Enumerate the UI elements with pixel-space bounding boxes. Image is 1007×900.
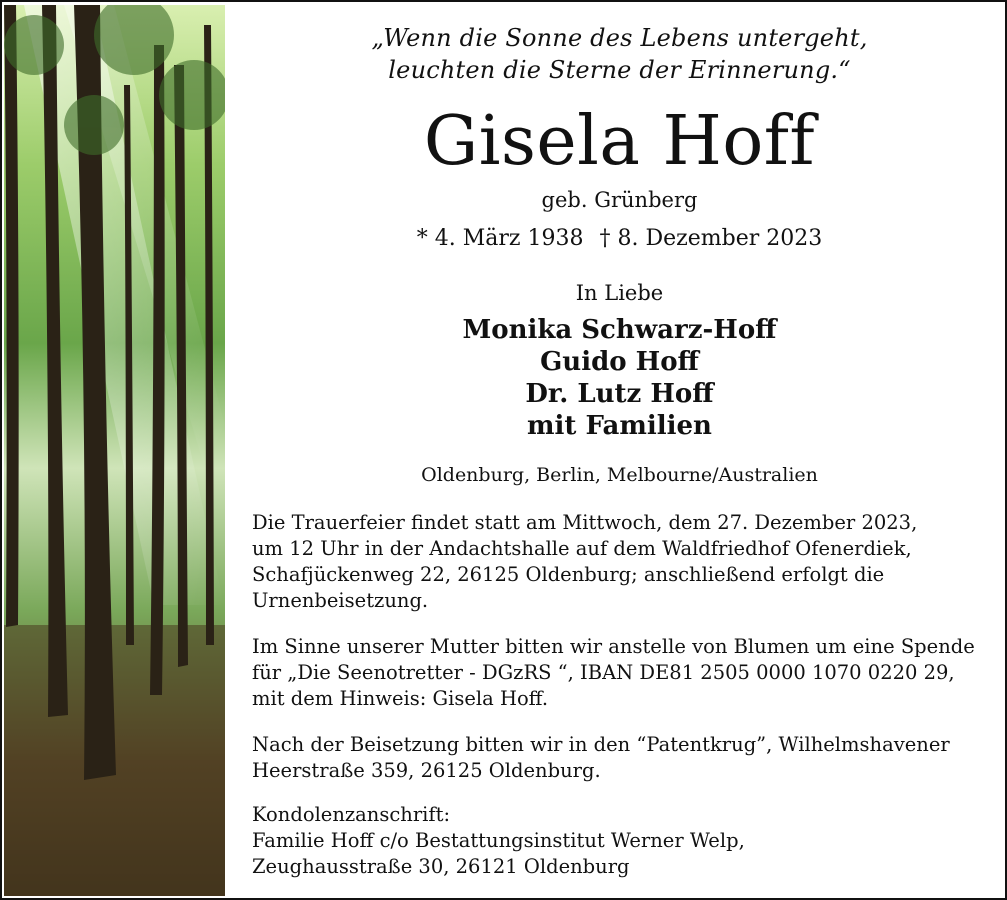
- life-dates: [252, 224, 987, 254]
- forest-illustration: [4, 5, 225, 896]
- memorial-quote: [252, 22, 987, 86]
- quote-line-2: leuchten die Sterne der Erinnerung.“: [388, 56, 851, 84]
- mourner: Guido Hoff: [540, 347, 699, 377]
- quote-line-1: „Wenn die Sonne des Lebens untergeht,: [371, 24, 868, 52]
- mourners-list: [252, 314, 987, 442]
- in-love-label: In Liebe: [575, 281, 664, 305]
- forest-photo: [4, 5, 225, 896]
- gathering-paragraph: Nach der Beisetzung bitten wir in den “Patentkrug”, Wilhelmshavener Heerstraße 359, 26125 Oldenburg.: [252, 733, 950, 782]
- birth-name: geb. Grünberg: [541, 188, 698, 212]
- condolence-address: Kondolenzanschrift: Familie Hoff c/o Bestattungsinstitut Werner Welp, Zeughausstraße 30, 26121 Oldenburg: [252, 803, 745, 878]
- mourner: Dr. Lutz Hoff: [525, 379, 714, 409]
- deceased-name: Gisela Hoff: [423, 102, 816, 181]
- mourner: Monika Schwarz-Hoff: [462, 315, 777, 345]
- funeral-paragraph: Die Trauerfeier findet statt am Mittwoch, dem 27. Dezember 2023, um 12 Uhr in der Andachtshalle auf dem Waldfriedhof Ofenerdiek, Schafjückenweg 22, 26125 Oldenburg; anschließend erfolgt die Urnenbeisetzung.: [252, 511, 918, 612]
- places: Oldenburg, Berlin, Melbourne/Australien: [421, 464, 818, 486]
- birth-date: * 4. März 1938: [416, 226, 584, 251]
- donation-paragraph: Im Sinne unserer Mutter bitten wir anstelle von Blumen um eine Spende für „Die Seenotretter - DGzRS “, IBAN DE81 2505 0000 1070 0220 29, mit dem Hinweis: Gisela Hoff.: [252, 635, 975, 710]
- notice-text: [252, 2, 992, 898]
- death-date: † 8. Dezember 2023: [599, 226, 823, 251]
- mourner: mit Familien: [527, 411, 712, 441]
